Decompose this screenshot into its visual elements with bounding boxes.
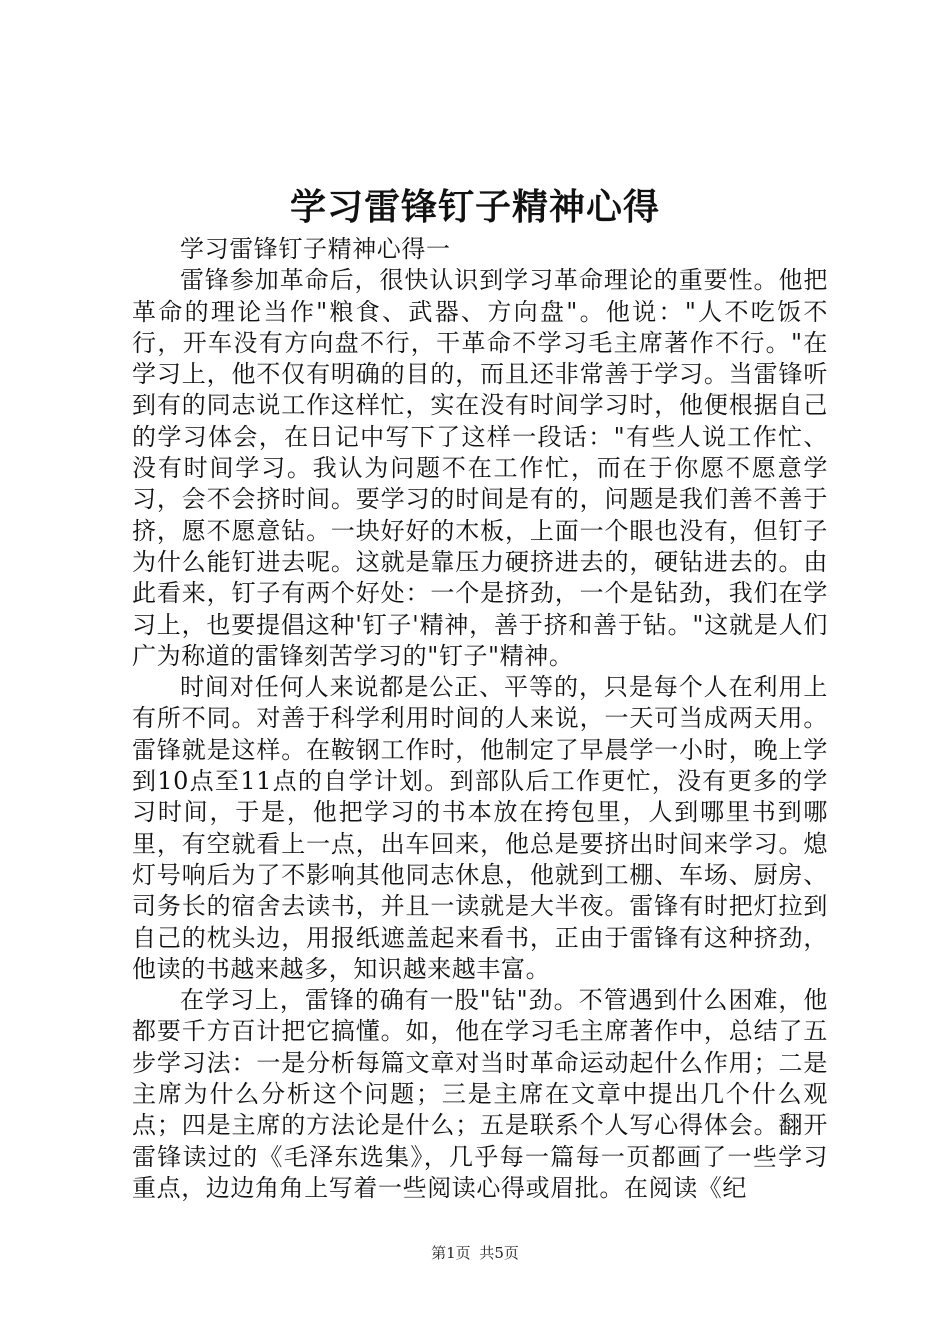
paragraph: 时间对任何人来说都是公正、平等的，只是每个人在利用上有所不同。对善于科学利用时间的人来说，一天可当成两天用。雷锋就是这样。在鞍钢工作时，他制定了早晨学一小时，晚上学到10点至11点的自学计划。到部队后工作更忙，没有更多的学习时间，于是，他把学习的书本放在挎包里，人到哪里书到哪里，有空就看上一点，出车回来，他总是要挤出时间来学习。熄灯号响后为了不影响其他同志休息，他就到工棚、车场、厨房、司务长的宿舍去读书，并且一读就是大半夜。雷锋有时把灯拉到自己的枕头边，用报纸遮盖起来看书，正由于雷锋有这种挤劲，他读的书越来越多，知识越来越丰富。	[132, 673, 828, 983]
paragraph: 在学习上，雷锋的确有一股"钻"劲。不管遇到什么困难，他都要千方百计把它搞懂。如，他在学习毛主席著作中，总结了五步学习法：一是分析每篇文章对当时革命运动起什么作用；二是主席为什么分析这个问题；三是主席在文章中提出几个什么观点；四是主席的方法论是什么；五是联系个人写心得体会。翻开雷锋读过的《毛泽东选集》，几乎每一篇每一页都画了一些学习重点，边边角角上写着一些阅读心得或眉批。在阅读《纪	[132, 986, 828, 1202]
document-title: 学习雷锋钉子精神心得	[289, 187, 660, 228]
page-footer	[0, 1243, 950, 1263]
page-number: 第1页	[431, 1244, 471, 1262]
page-total: 共5页	[479, 1244, 519, 1262]
paragraph: 雷锋参加革命后，很快认识到学习革命理论的重要性。他把革命的理论当作"粮食、武器、方向盘"。他说："人不吃饭不行，开车没有方向盘不行，干革命不学习毛主席著作不行。"在学习上，他不仅有明确的目的，而且还非常善于学习。当雷锋听到有的同志说工作这样忙，实在没有时间学习时，他便根据自己的学习体会，在日记中写下了这样一段话："有些人说工作忙、没有时间学习。我认为问题不在工作忙，而在于你愿不愿意学习，会不会挤时间。要学习的时间是有的，问题是我们善不善于挤，愿不愿意钻。一块好好的木板，上面一个眼也没有，但钉子为什么能钉进去呢。这就是靠压力硬挤进去的，硬钻进去的。由此看来，钉子有两个好处：一个是挤劲，一个是钻劲，我们在学习上，也要提倡这种'钉子'精神，善于挤和善于钻。"这就是人们广为称道的雷锋刻苦学习的"钉子"精神。	[132, 266, 828, 670]
document-body	[132, 234, 828, 1204]
section-heading: 学习雷锋钉子精神心得一	[180, 235, 451, 263]
